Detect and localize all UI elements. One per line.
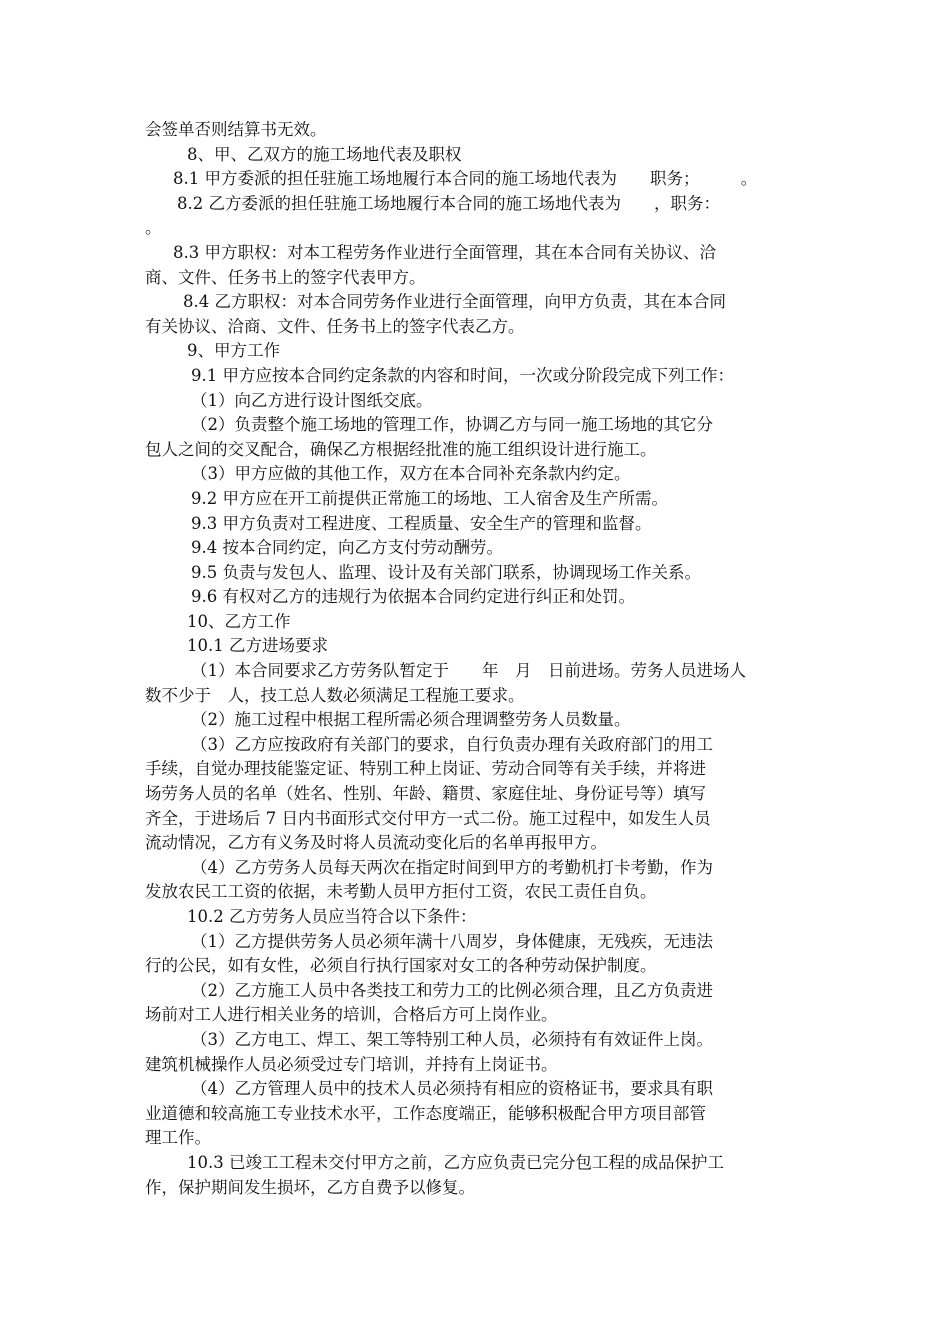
text-line: （3）乙方应按政府有关部门的要求，自行负责办理有关政府部门的用工 [191, 734, 713, 754]
text-line: （4）乙方劳务人员每天两次在指定时间到甲方的考勤机打卡考勤，作为 [191, 857, 713, 877]
text-line: 包人之间的交叉配合，确保乙方根据经批准的施工组织设计进行施工。 [145, 439, 657, 459]
section-heading: 8、甲、乙双方的施工场地代表及职权 [187, 144, 462, 164]
text-line: 场前对工人进行相关业务的培训，合格后方可上岗作业。 [145, 1005, 558, 1025]
text-line: 手续，自觉办理技能鉴定证、特别工种上岗证、劳动合同等有关手续，并将进 [145, 759, 706, 779]
subsection-heading: 10.2 乙方劳务人员应当符合以下条件： [187, 907, 477, 926]
text-line: 9.6 有权对乙方的违规行为依据本合同约定进行纠正和处罚。 [191, 587, 635, 607]
text-line: （3）甲方应做的其他工作，双方在本合同补充条款内约定。 [191, 464, 631, 484]
text-line: 作，保护期间发生损坏，乙方自费予以修复。 [145, 1177, 475, 1197]
text-line: （3）乙方电工、焊工、架工等特别工种人员，必须持有有效证件上岗。 [191, 1029, 713, 1049]
section-heading: 10、乙方工作 [187, 611, 291, 631]
text-line: 10.3 已竣工工程未交付甲方之前，乙方应负责已完分包工程的成品保护工 [187, 1152, 724, 1172]
text-line: 9.4 按本合同约定，向乙方支付劳动酬劳。 [191, 538, 503, 558]
text-line: 商、文件、任务书上的签字代表甲方。 [145, 267, 426, 287]
text-line: 理工作。 [145, 1128, 211, 1148]
text-line: 流动情况，乙方有义务及时将人员流动变化后的名单再报甲方。 [145, 833, 607, 853]
text-line: 9.1 甲方应按本合同约定条款的内容和时间，一次或分阶段完成下列工作： [191, 365, 734, 385]
text-line: 场劳务人员的名单（姓名、性别、年龄、籍贯、家庭住址、身份证号等）填写 [145, 784, 706, 804]
text-line: （2）施工过程中根据工程所需必须合理调整劳务人员数量。 [191, 710, 631, 730]
text-line: 数不少于 人，技工总人数必须满足工程施工要求。 [145, 685, 525, 705]
text-line: （2）负责整个施工场地的管理工作，协调乙方与同一施工场地的其它分 [191, 415, 713, 435]
text-line: 9.2 甲方应在开工前提供正常施工的场地、工人宿舍及生产所需。 [191, 488, 668, 508]
text-line: 有关协议、洽商、文件、任务书上的签字代表乙方。 [145, 316, 525, 336]
text-line: 8.4 乙方职权：对本合同劳务作业进行全面管理，向甲方负责，其在本合同 [183, 292, 726, 312]
text-line: 建筑机械操作人员必须受过专门培训，并持有上岗证书。 [145, 1054, 558, 1074]
text-line: 8.3 甲方职权：对本工程劳务作业进行全面管理，其在本合同有关协议、洽 [173, 242, 716, 262]
text-line: 8.1 甲方委派的担任驻施工场地履行本合同的施工场地代表为 职务； 。 [173, 169, 758, 189]
text-line: 齐全，于进场后 7 日内书面形式交付甲方一式二份。施工过程中，如发生人员 [145, 808, 711, 828]
text-line: 会签单否则结算书无效。 [145, 120, 327, 139]
subsection-heading: 10.1 乙方进场要求 [187, 636, 328, 656]
text-line: 8.2 乙方委派的担任驻施工场地履行本合同的施工场地代表为 ，职务： [177, 193, 720, 213]
section-heading: 9、甲方工作 [187, 341, 280, 361]
text-line: 行的公民，如有女性，必须自行执行国家对女工的各种劳动保护制度。 [145, 956, 657, 976]
text-line: 发放农民工工资的依据，未考勤人员甲方拒付工资，农民工责任自负。 [145, 882, 657, 902]
text-line: （1）向乙方进行设计图纸交底。 [191, 390, 433, 410]
text-line: （1）乙方提供劳务人员必须年满十八周岁，身体健康，无残疾，无违法 [191, 931, 713, 951]
text-line: （2）乙方施工人员中各类技工和劳力工的比例必须合理，且乙方负责进 [191, 980, 713, 1000]
document-page [145, 118, 813, 1200]
text-line: 。 [145, 218, 162, 238]
text-line: 9.3 甲方负责对工程进度、工程质量、安全生产的管理和监督。 [191, 513, 652, 533]
text-line: 业道德和较高施工专业技术水平，工作态度端正，能够积极配合甲方项目部管 [145, 1103, 706, 1123]
text-line: （4）乙方管理人员中的技术人员必须持有相应的资格证书，要求具有职 [191, 1079, 713, 1099]
text-line: （1）本合同要求乙方劳务队暂定于 年 月 日前进场。劳务人员进场人 [191, 661, 746, 681]
text-line: 9.5 负责与发包人、监理、设计及有关部门联系，协调现场工作关系。 [191, 562, 701, 582]
